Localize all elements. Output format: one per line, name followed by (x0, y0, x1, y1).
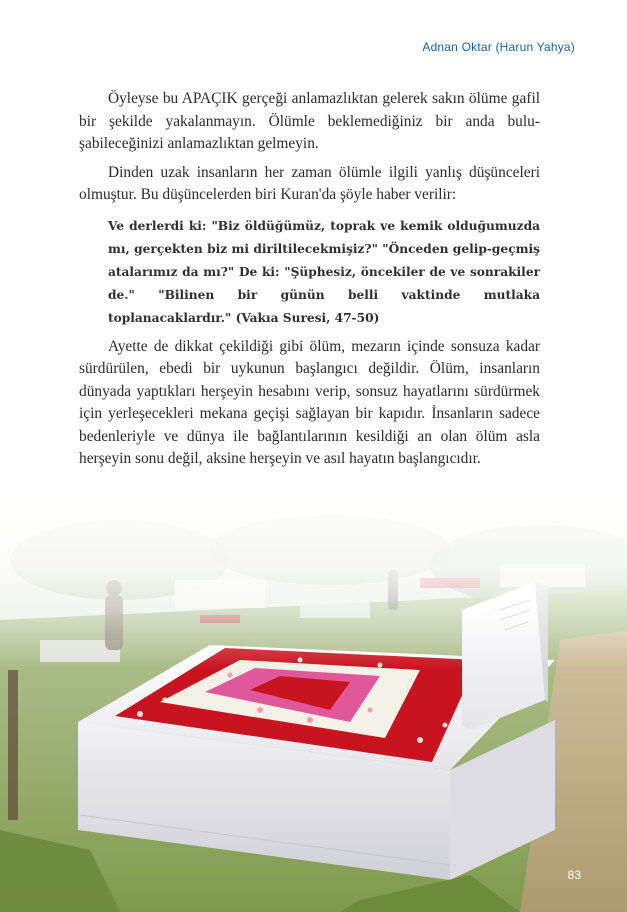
running-header: Adnan Oktar (Harun Yahya) (422, 40, 575, 54)
paragraph-1: Öyleyse bu APAÇIK gerçeği anlamazlıktan gelerek sakın ölüme gafil bir şekilde yakalanmayın. Ölümle beklemediğiniz bir anda buluşabileceğinizi anlamazlıktan gelmeyin. (79, 90, 540, 152)
quran-quote: Ve derlerdi ki: "Biz öldüğümüz, toprak ve kemik olduğumuzda mı, gerçekten biz mi diriltilecekmişiz?" "Önceden gelip-geçmiş atalarımız da mı?" De ki: "Şüphesiz, öncekiler de ve sonrakiler de." "Bilinen bir günün belli vaktinde mutlaka toplanacaklardır." (Vakıa Suresi, 47-50) (108, 218, 540, 325)
paragraph-3: Ayette de dikkat çekildiği gibi ölüm, mezarın içinde sonsuza kadar sürdürülen, ebedi bir uykunun başlangıcı değildir. Ölüm, insanların dünyada yaptıkları herşeyin hesabını verip, sonsuz hayatlarını sürdürmek için yerleşecekleri mekana geçişi sağlayan bir kapıdır. İnsanların sadece bedenleriyle ve dünya ile bağlantılarının kesildiği an olan ölüm asla herşeyin sonu değil, aksine herşeyin ve asıl hayatın başlangıcıdır. (79, 337, 540, 467)
cemetery-grave-photo (0, 470, 627, 912)
page-number: 83 (567, 868, 581, 882)
paragraph-2: Dinden uzak insanların her zaman ölümle ilgili yanlış düşünceleri olmuştur. Bu düşüncelerden biri Kuran'da şöyle haber verilir: (79, 163, 540, 203)
body-text (79, 88, 540, 477)
